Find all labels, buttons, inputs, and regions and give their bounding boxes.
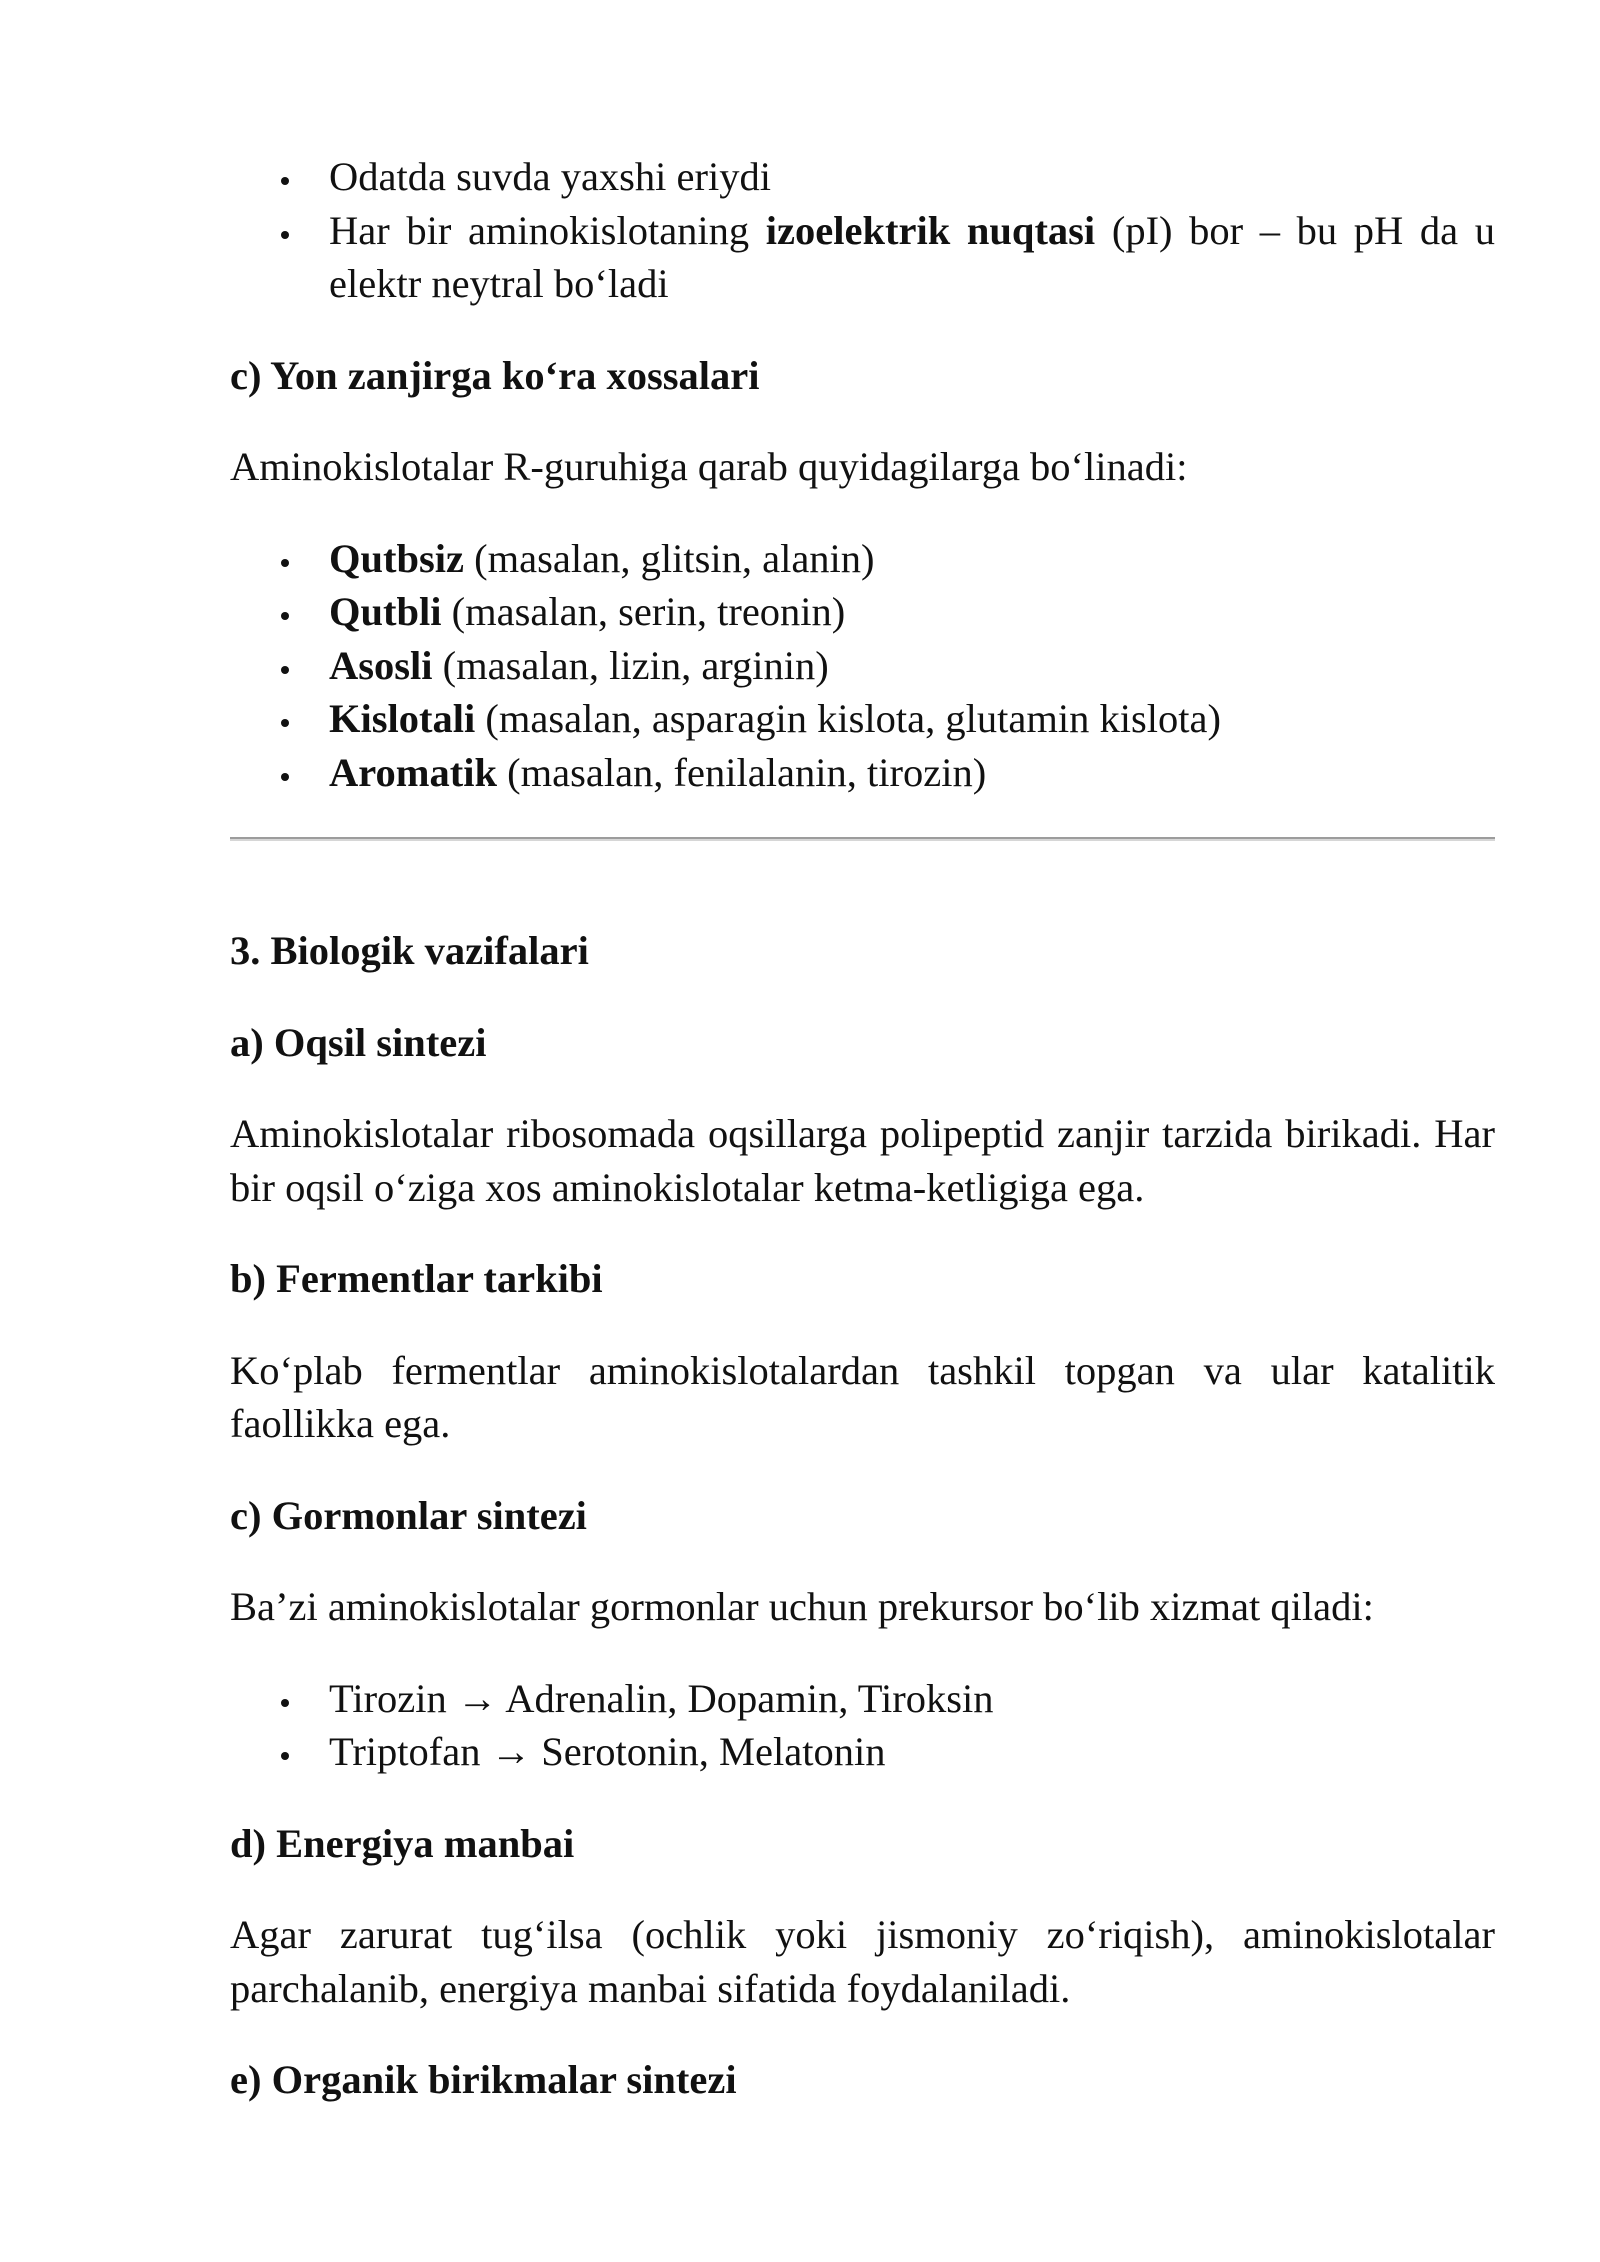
subsection-heading: c) Gormonlar sintezi: [230, 1492, 587, 1538]
bullet-icon: [281, 612, 289, 620]
bullet-icon: [281, 666, 289, 674]
list-item-text: Odatda suvda yaxshi eriydi: [329, 154, 772, 199]
list-item: [230, 1672, 1495, 1726]
list-item: [230, 532, 1495, 586]
list-item: [230, 204, 1495, 311]
paragraph: Agar zarurat tug‘ilsa (ochlik yoki jismoniy zo‘riqish), aminokislotalar parchalanib, energiya manbai sifatida foydalaniladi.: [230, 1912, 1495, 2011]
bullet-icon: [281, 177, 289, 185]
list-item: [230, 692, 1495, 746]
horizontal-divider: [230, 837, 1495, 841]
side-chain-list: [230, 532, 1495, 800]
subsection-heading: b) Fermentlar tarkibi: [230, 1256, 603, 1301]
paragraph: Ba’zi aminokislotalar gormonlar uchun prekursor bo‘lib xizmat qiladi:: [230, 1584, 1374, 1629]
bullet-icon: [281, 231, 289, 239]
list-item-text: (masalan, glitsin, alanin): [464, 535, 875, 581]
list-item-text: (pI) bor – bu pH da u elektr neytral bo‘ladi: [329, 207, 1495, 306]
list-item-bold-term: Asosli: [329, 642, 433, 688]
list-item-bold-term: Aromatik: [329, 749, 497, 795]
list-item: [230, 150, 1495, 204]
subsection-heading: e) Organik birikmalar sintezi: [230, 2057, 737, 2102]
hormones-list: [230, 1672, 1495, 1779]
subsection-heading: a) Oqsil sintezi: [230, 1019, 487, 1065]
list-item-text: (masalan, serin, treonin): [441, 589, 846, 634]
bullet-icon: [281, 559, 289, 567]
list-item-text: (masalan, asparagin kislota, glutamin kislota): [475, 696, 1221, 741]
list-item-bold-term: Kislotali: [329, 696, 476, 741]
list-item-bold-term: Qutbsiz: [329, 535, 465, 581]
paragraph: Ko‘plab fermentlar aminokislotalardan tashkil topgan va ular katalitik faollikka ega.: [230, 1347, 1495, 1446]
bullet-icon: [281, 773, 289, 781]
paragraph: Aminokislotalar ribosomada oqsillarga polipeptid zanjir tarzida birikadi. Har bir oqsil o‘ziga xos aminokislotalar ketma-ketligiga ega.: [230, 1111, 1495, 1210]
bullet-icon: [281, 1752, 289, 1760]
list-item-bold-term: izoelektrik nuqtasi: [765, 207, 1096, 253]
list-item-text: Triptofan → Serotonin, Melatonin: [329, 1729, 886, 1774]
bullet-icon: [281, 719, 289, 727]
paragraph: Aminokislotalar R-guruhiga qarab quyidagilarga bo‘linadi:: [230, 444, 1188, 489]
section-title: 3. Biologik vazifalari: [230, 928, 589, 973]
list-item: [230, 639, 1495, 693]
subsection-heading: d) Energiya manbai: [230, 1820, 575, 1866]
list-item: [230, 1725, 1495, 1779]
list-item-text: (masalan, fenilalanin, tirozin): [497, 749, 987, 795]
section-heading: c) Yon zanjirga ko‘ra xossalari: [230, 352, 760, 398]
properties-list: [230, 150, 1495, 311]
list-item-text: Tirozin → Adrenalin, Dopamin, Tiroksin: [329, 1675, 994, 1721]
list-item-text: Har bir aminokislotaning: [329, 207, 766, 253]
list-item: [230, 585, 1495, 639]
bullet-icon: [281, 1699, 289, 1707]
list-item-text: (masalan, lizin, arginin): [432, 642, 829, 688]
list-item-bold-term: Qutbli: [329, 589, 442, 634]
list-item: [230, 746, 1495, 800]
